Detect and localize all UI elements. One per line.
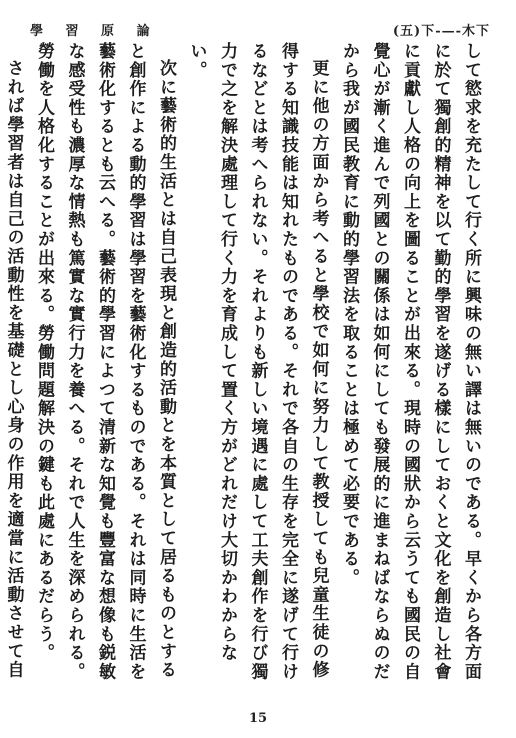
page-number: 15 xyxy=(248,711,268,726)
paragraph: 更に他の方面から考へると學校で如何に努力して教授しても兒童生徒の修得する知識技能は知れたものである。それで各自の生存を完全に遂げて行けるなどとは考へられない。それよりも新しい境遇に處して工夫創作を行び獨力で之を解決處理して行く力を育成して置く方がどれだけ大切かわからない。 xyxy=(186,42,329,682)
paragraph: されば學習者は自己の活動性を基礎とし心身の作用を適當に活動させて自 xyxy=(3,59,24,680)
paragraph: して慾求を充たして行く所に興味の無い譯は無いのである。早くから各方面に於て獨創的精神を以て勤的學習を遂げる樣にしておくと文化を創造し社會に貢獻し人格の向上を圖ることが出來る。現時の國狀から云うても國民の自覺心が漸く進んで列國との關係は如何にしても發展的に進まねばならぬのだから我が國民教育に動的學習法を取ることは極めて必要である。 xyxy=(339,42,481,682)
chapter-label: (五)下-—-木下 xyxy=(392,24,490,39)
paragraph: 次に藝術的生活とは自己表現と創造的活動とを本質として居るものとすると創作による動的學習は學習を藝術化するものである。それは同時に生活を藝術化するとも云へる。藝術的學習によつて清新な知覺も豐富な想像も鋭敏な感受性も濃厚な情熱も篤實な實行力を養へる。それで人生を深められる。勞働を人格化することが出來る。勞働問題解決の鍵も此處にあるだらう。 xyxy=(34,42,176,682)
running-header xyxy=(30,16,490,44)
vertical-body-text xyxy=(3,42,486,692)
book-title: 學 習 原 論 xyxy=(30,24,159,39)
